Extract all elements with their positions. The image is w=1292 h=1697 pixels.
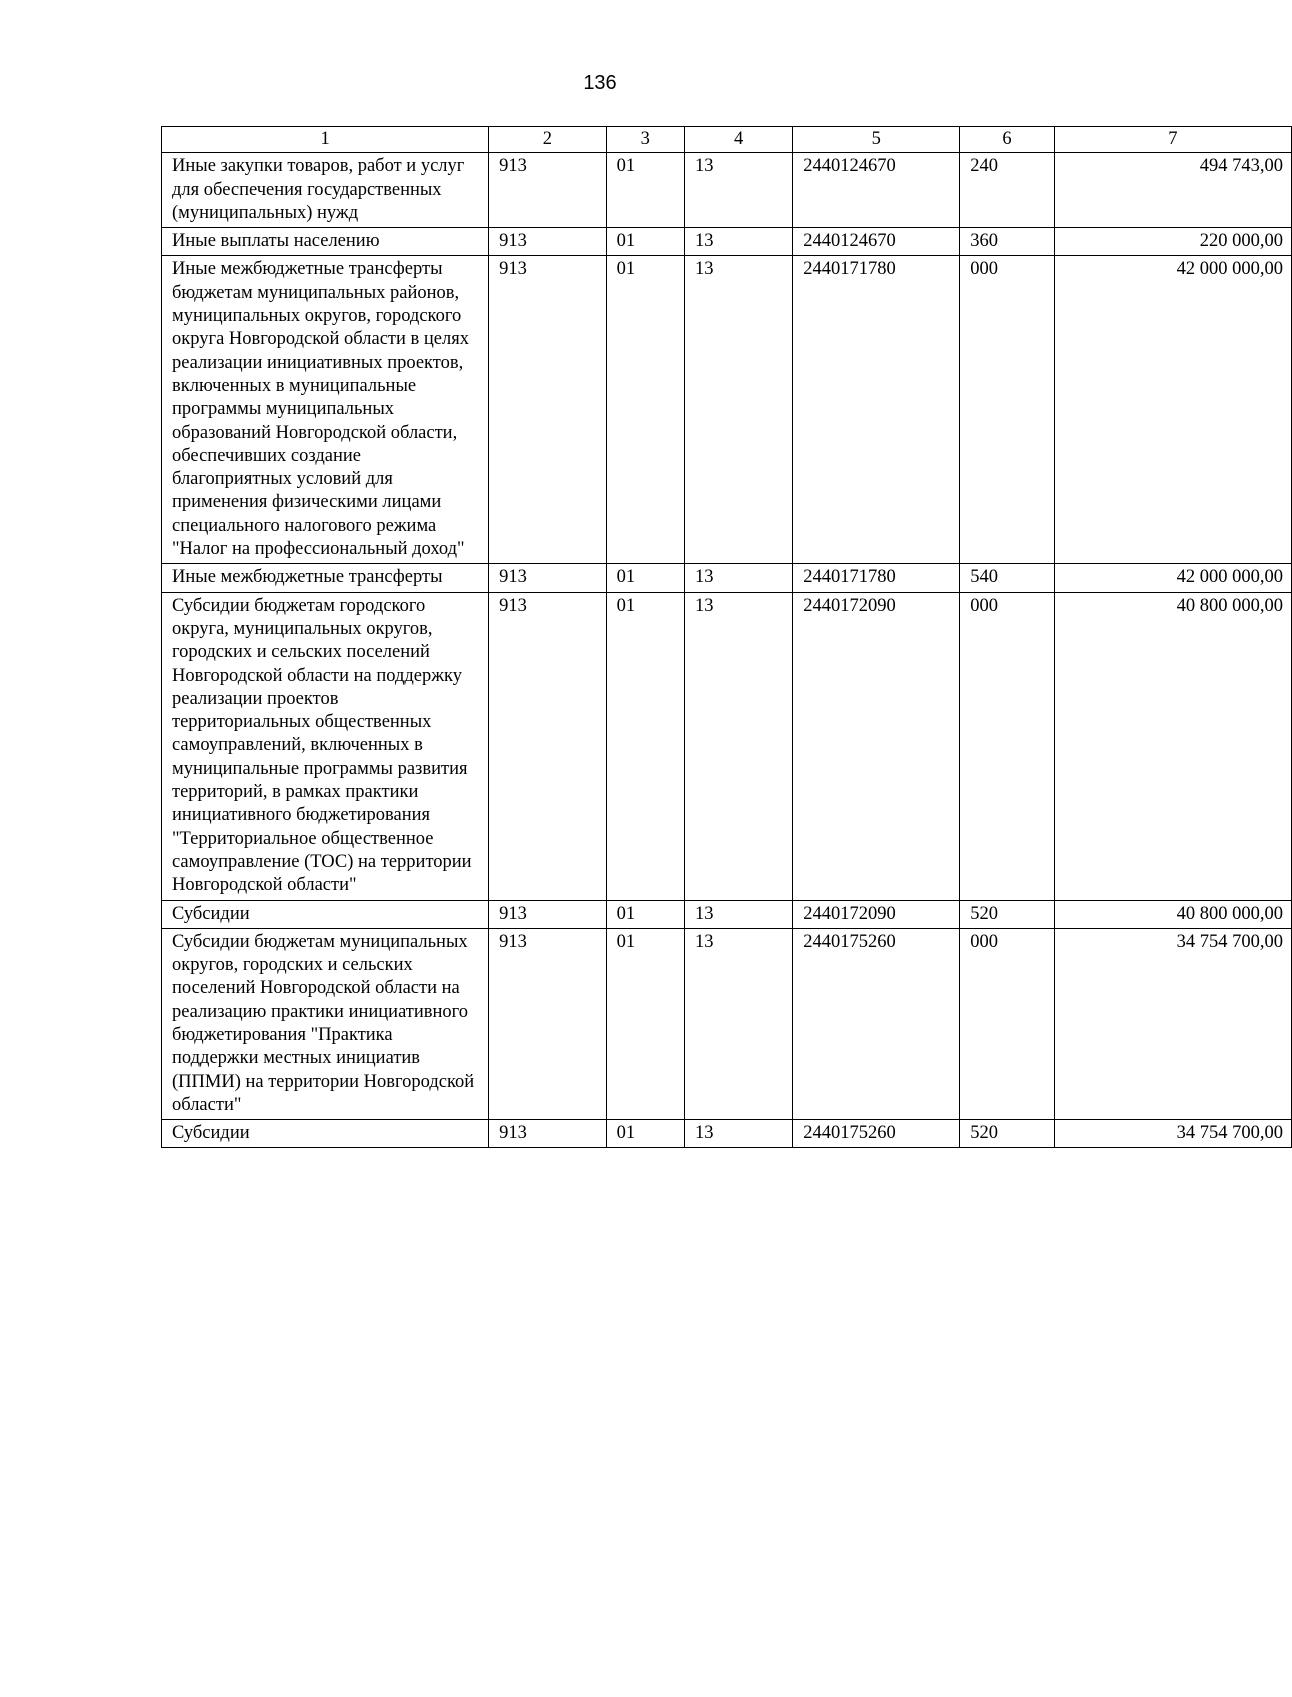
row-amount: 34 754 700,00 — [1054, 928, 1291, 1119]
row-amount: 40 800 000,00 — [1054, 592, 1291, 900]
row-type: 240 — [960, 153, 1054, 228]
budget-table — [161, 126, 1292, 1148]
column-header: 2 — [489, 127, 606, 153]
row-subsection: 13 — [684, 153, 792, 228]
table-row — [162, 900, 1292, 928]
row-target: 2440171780 — [793, 564, 960, 592]
table-header-row — [162, 127, 1292, 153]
row-amount: 220 000,00 — [1054, 228, 1291, 256]
row-amount: 40 800 000,00 — [1054, 900, 1291, 928]
row-target: 2440172090 — [793, 900, 960, 928]
row-section: 01 — [606, 900, 684, 928]
row-name: Субсидии — [162, 1120, 489, 1148]
row-section: 01 — [606, 228, 684, 256]
row-name: Иные межбюджетные трансферты бюджетам муниципальных районов, муниципальных округов, городского округа Новгородской области в целях реализации инициативных проектов, включенных в муниципальные программы муниципальных образований Новгородской области, обеспечивших создание благоприятных условий для применения физическими лицами специального налогового режима "Налог на профессиональный доход" — [162, 256, 489, 564]
row-ministry: 913 — [489, 564, 606, 592]
row-name: Иные выплаты населению — [162, 228, 489, 256]
row-name: Субсидии бюджетам городского округа, муниципальных округов, городских и сельских поселений Новгородской области на поддержку реализации проектов территориальных общественных самоуправлений, включенных в муниципальные программы развития территорий, в рамках практики инициативного бюджетирования "Территориальное общественное самоуправление (ТОС) на территории Новгородской области" — [162, 592, 489, 900]
row-amount: 34 754 700,00 — [1054, 1120, 1291, 1148]
row-ministry: 913 — [489, 228, 606, 256]
row-type: 520 — [960, 1120, 1054, 1148]
table-row — [162, 592, 1292, 900]
row-subsection: 13 — [684, 900, 792, 928]
table-row — [162, 256, 1292, 564]
row-amount: 42 000 000,00 — [1054, 564, 1291, 592]
table-row — [162, 228, 1292, 256]
column-header: 1 — [162, 127, 489, 153]
row-ministry: 913 — [489, 928, 606, 1119]
row-ministry: 913 — [489, 153, 606, 228]
table-row — [162, 928, 1292, 1119]
row-type: 540 — [960, 564, 1054, 592]
row-target: 2440175260 — [793, 928, 960, 1119]
row-ministry: 913 — [489, 256, 606, 564]
row-type: 520 — [960, 900, 1054, 928]
row-ministry: 913 — [489, 1120, 606, 1148]
row-target: 2440171780 — [793, 256, 960, 564]
column-header: 3 — [606, 127, 684, 153]
row-section: 01 — [606, 564, 684, 592]
row-type: 000 — [960, 928, 1054, 1119]
column-header: 7 — [1054, 127, 1291, 153]
row-subsection: 13 — [684, 1120, 792, 1148]
column-header: 6 — [960, 127, 1054, 153]
table-row — [162, 153, 1292, 228]
column-header: 4 — [684, 127, 792, 153]
row-subsection: 13 — [684, 928, 792, 1119]
row-amount: 42 000 000,00 — [1054, 256, 1291, 564]
row-target: 2440124670 — [793, 228, 960, 256]
row-type: 000 — [960, 592, 1054, 900]
row-subsection: 13 — [684, 592, 792, 900]
row-section: 01 — [606, 256, 684, 564]
page-number: 136 — [583, 72, 617, 94]
row-section: 01 — [606, 592, 684, 900]
column-header: 5 — [793, 127, 960, 153]
row-section: 01 — [606, 1120, 684, 1148]
row-subsection: 13 — [684, 228, 792, 256]
row-target: 2440172090 — [793, 592, 960, 900]
row-subsection: 13 — [684, 564, 792, 592]
row-subsection: 13 — [684, 256, 792, 564]
row-name: Субсидии бюджетам муниципальных округов, городских и сельских поселений Новгородской области на реализацию практики инициативного бюджетирования "Практика поддержки местных инициатив (ППМИ) на территории Новгородской области" — [162, 928, 489, 1119]
row-name: Субсидии — [162, 900, 489, 928]
row-name: Иные закупки товаров, работ и услуг для обеспечения государственных (муниципальных) нужд — [162, 153, 489, 228]
row-amount: 494 743,00 — [1054, 153, 1291, 228]
row-type: 000 — [960, 256, 1054, 564]
table-row — [162, 1120, 1292, 1148]
row-name: Иные межбюджетные трансферты — [162, 564, 489, 592]
table-row — [162, 564, 1292, 592]
row-section: 01 — [606, 153, 684, 228]
row-ministry: 913 — [489, 592, 606, 900]
row-target: 2440124670 — [793, 153, 960, 228]
row-section: 01 — [606, 928, 684, 1119]
row-type: 360 — [960, 228, 1054, 256]
row-target: 2440175260 — [793, 1120, 960, 1148]
row-ministry: 913 — [489, 900, 606, 928]
